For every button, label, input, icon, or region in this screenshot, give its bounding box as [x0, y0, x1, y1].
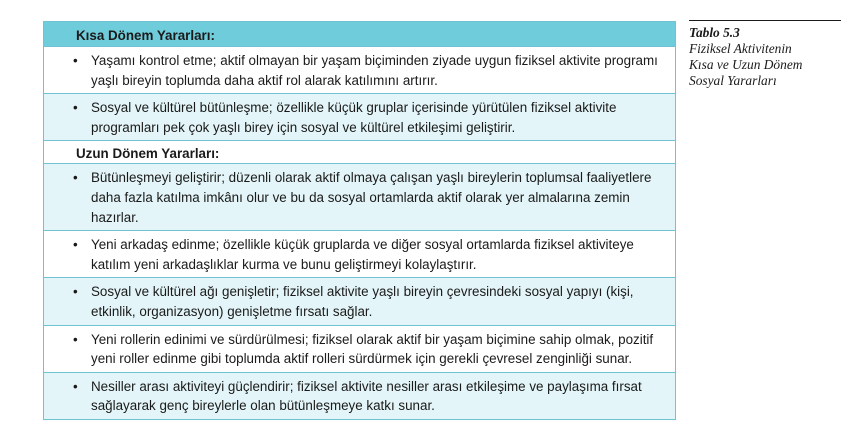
- list-item: [44, 373, 675, 420]
- list-item-text: Bütünleşmeyi geliştirir; düzenli olarak aktif olmaya çalışan yaşlı bireylerin toplumsal faaliyetlere daha fazla katılma imkânı olur ve bu da sosyal ortamlarda aktif olarak yer almalarına zemin hazırlar.: [91, 170, 652, 225]
- list-item-text: Sosyal ve kültürel ağı genişletir; fiziksel aktivite yaşlı bireyin çevresindeki sosyal yapıyı (kişi, etkinlik, organizasyon) genişletme fırsatı sağlar.: [91, 284, 634, 319]
- benefits-table: [43, 21, 676, 420]
- bullet-icon: •: [73, 331, 78, 347]
- list-item-text: Yeni rollerin edinimi ve sürdürülmesi; fiziksel olarak aktif bir yaşam biçimine sahip olmak, pozitif yeni roller edinme gibi toplumda aktif rolleri sürdürmek için gerekli çevresel zenginliği sunar.: [91, 331, 654, 367]
- caption-line: Kısa ve Uzun Dönem: [689, 57, 803, 72]
- list-item-text: Yaşamı kontrol etme; aktif olmayan bir yaşam biçiminden ziyade uygun fiziksel aktivite programı yaşlı bireyin toplumda daha aktif rol alarak katılımını artırır.: [91, 53, 658, 88]
- bullet-icon: •: [73, 170, 78, 186]
- table-number: Tablo 5.3: [689, 25, 740, 40]
- list-item: [44, 47, 675, 94]
- table-caption: [689, 20, 841, 89]
- caption-line: Fiziksel Aktivitenin: [689, 41, 792, 56]
- list-item: [44, 94, 675, 141]
- list-item: [44, 278, 675, 325]
- list-item: [44, 164, 675, 231]
- short-term-header: Kısa Dönem Yararları:: [44, 22, 675, 47]
- caption-line: Sosyal Yararları: [689, 73, 777, 88]
- list-item-text: Yeni arkadaş edinme; özellikle küçük gruplarda ve diğer sosyal ortamlarda fiziksel aktiviteye katılım yeni arkadaşlıklar kurma ve bunu geliştirmeyi kolaylaştırır.: [91, 237, 634, 272]
- list-item-text: Nesiller arası aktiviteyi güçlendirir; fiziksel aktivite nesiller arası etkileşime ve paylaşıma fırsat sağlayarak genç bireylerle olan bütünleşmeye katkı sunar.: [91, 378, 642, 414]
- bullet-icon: •: [73, 100, 78, 116]
- bullet-icon: •: [73, 284, 78, 300]
- list-item: [44, 231, 675, 278]
- bullet-icon: •: [73, 237, 78, 253]
- bullet-icon: •: [73, 378, 78, 394]
- list-item-text: Sosyal ve kültürel bütünleşme; özellikle küçük gruplar içerisinde yürütülen fiziksel aktivite programları pek çok yaşlı birey için sosyal ve kültürel etkileşimi geliştirir.: [91, 100, 617, 135]
- long-term-header: Uzun Dönem Yararları:: [44, 141, 675, 164]
- bullet-icon: •: [73, 53, 78, 68]
- list-item: [44, 326, 675, 373]
